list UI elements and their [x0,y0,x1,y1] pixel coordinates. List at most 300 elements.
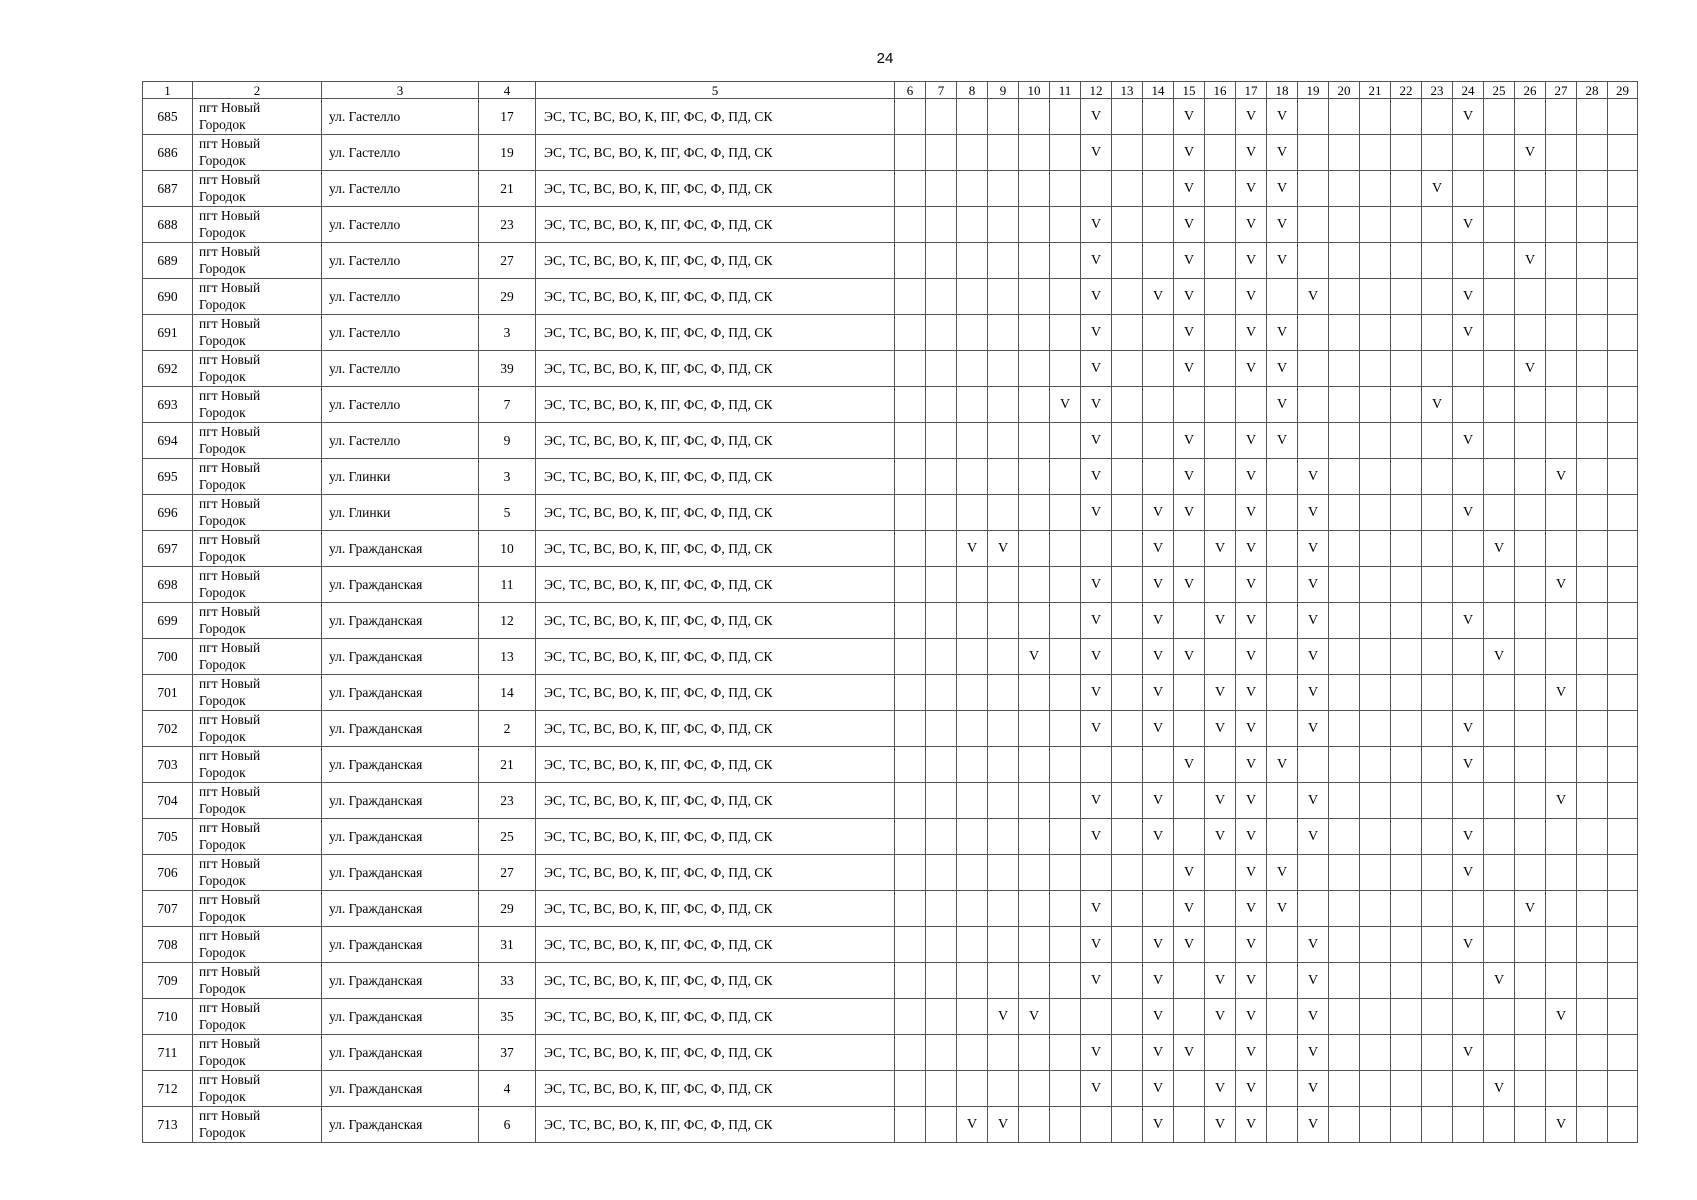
mark-cell-col-25 [1484,315,1515,351]
mark-cell-col-11 [1050,243,1081,279]
mark-cell-col-23 [1422,171,1453,207]
mark-cell-col-6 [895,1107,926,1143]
mark-cell-col-13 [1112,1071,1143,1107]
mark-cell-col-23 [1422,351,1453,387]
locality-line: пгт Новый [199,100,261,115]
locality-cell [193,927,322,963]
check-mark: V [1183,1045,1195,1060]
locality-cell [193,495,322,531]
mark-cell-col-21 [1360,171,1391,207]
check-mark: V [1245,757,1257,772]
utilities-cell: ЭС, ТС, ВС, ВО, К, ПГ, ФС, Ф, ПД, СК [536,567,895,603]
locality-cell [193,423,322,459]
mark-cell-col-22 [1391,279,1422,315]
check-mark: V [1555,577,1567,592]
mark-cell-col-25 [1484,1107,1515,1143]
mark-cell-col-22 [1391,783,1422,819]
mark-cell-col-16 [1205,135,1236,171]
mark-cell-col-16 [1205,531,1236,567]
check-mark: V [1245,1117,1257,1132]
mark-cell-col-13 [1112,963,1143,999]
mark-cell-col-17 [1236,495,1267,531]
locality-cell [193,855,322,891]
mark-cell-col-27 [1546,675,1577,711]
check-mark: V [1214,1117,1226,1132]
mark-cell-col-8 [957,387,988,423]
mark-cell-col-7 [926,531,957,567]
row-number: 688 [143,207,193,243]
mark-cell-col-19 [1298,387,1329,423]
mark-cell-col-8 [957,783,988,819]
mark-cell-col-7 [926,783,957,819]
mark-cell-col-21 [1360,855,1391,891]
mark-cell-col-28 [1577,567,1608,603]
mark-cell-col-14 [1143,459,1174,495]
street-cell: ул. Гражданская [322,1107,479,1143]
check-mark: V [1524,253,1536,268]
mark-cell-col-27 [1546,279,1577,315]
mark-cell-col-7 [926,603,957,639]
street-cell: ул. Гражданская [322,531,479,567]
mark-cell-col-28 [1577,459,1608,495]
mark-cell-col-11 [1050,603,1081,639]
check-mark: V [1090,937,1102,952]
row-number: 707 [143,891,193,927]
street-cell: ул. Гражданская [322,891,479,927]
mark-cell-col-25 [1484,1071,1515,1107]
utilities-cell: ЭС, ТС, ВС, ВО, К, ПГ, ФС, Ф, ПД, СК [536,1107,895,1143]
mark-cell-col-10 [1019,675,1050,711]
check-mark: V [1524,901,1536,916]
mark-cell-col-23 [1422,819,1453,855]
mark-cell-col-10 [1019,531,1050,567]
mark-cell-col-24 [1453,819,1484,855]
mark-cell-col-26 [1515,855,1546,891]
mark-cell-col-20 [1329,207,1360,243]
check-mark: V [1462,217,1474,232]
table-row [143,855,1638,891]
locality-line: пгт Новый [199,568,261,583]
mark-cell-col-13 [1112,459,1143,495]
house-number-cell: 21 [479,747,536,783]
house-number-cell: 12 [479,603,536,639]
mark-cell-col-18 [1267,135,1298,171]
check-mark: V [1090,649,1102,664]
row-number: 708 [143,927,193,963]
locality-cell [193,675,322,711]
mark-cell-col-6 [895,747,926,783]
mark-cell-col-21 [1360,387,1391,423]
mark-cell-col-22 [1391,315,1422,351]
mark-cell-col-16 [1205,495,1236,531]
mark-cell-col-27 [1546,171,1577,207]
check-mark: V [1152,1081,1164,1096]
utilities-cell: ЭС, ТС, ВС, ВО, К, ПГ, ФС, Ф, ПД, СК [536,747,895,783]
locality-line: пгт Новый [199,748,261,763]
mark-cell-col-21 [1360,747,1391,783]
mark-cell-col-19 [1298,963,1329,999]
mark-cell-col-13 [1112,747,1143,783]
mark-cell-col-14 [1143,603,1174,639]
mark-cell-col-21 [1360,963,1391,999]
mark-cell-col-15 [1174,1035,1205,1071]
mark-cell-col-27 [1546,423,1577,459]
mark-cell-col-11 [1050,1071,1081,1107]
locality-line: Городок [199,153,246,168]
mark-cell-col-18 [1267,315,1298,351]
mark-cell-col-19 [1298,603,1329,639]
mark-cell-col-10 [1019,207,1050,243]
house-number-cell: 9 [479,423,536,459]
mark-cell-col-19 [1298,927,1329,963]
mark-cell-col-13 [1112,855,1143,891]
mark-cell-col-20 [1329,1107,1360,1143]
mark-cell-col-25 [1484,927,1515,963]
mark-cell-col-25 [1484,207,1515,243]
mark-cell-col-6 [895,459,926,495]
table-row [143,135,1638,171]
check-mark: V [1152,505,1164,520]
mark-cell-col-23 [1422,891,1453,927]
column-header-10: 10 [1019,82,1050,99]
check-mark: V [1152,793,1164,808]
mark-cell-col-21 [1360,423,1391,459]
locality-cell [193,1071,322,1107]
check-mark: V [1183,217,1195,232]
table-row [143,279,1638,315]
check-mark: V [1090,1081,1102,1096]
row-number: 691 [143,315,193,351]
mark-cell-col-19 [1298,819,1329,855]
locality-cell [193,711,322,747]
locality-line: пгт Новый [199,532,261,547]
mark-cell-col-25 [1484,819,1515,855]
mark-cell-col-19 [1298,423,1329,459]
street-cell: ул. Гражданская [322,1035,479,1071]
table-row [143,639,1638,675]
column-header-18: 18 [1267,82,1298,99]
locality-line: пгт Новый [199,676,261,691]
mark-cell-col-25 [1484,243,1515,279]
mark-cell-col-6 [895,711,926,747]
mark-cell-col-9 [988,243,1019,279]
check-mark: V [1276,109,1288,124]
mark-cell-col-11 [1050,675,1081,711]
mark-cell-col-18 [1267,567,1298,603]
check-mark: V [1090,109,1102,124]
mark-cell-col-10 [1019,387,1050,423]
mark-cell-col-17 [1236,387,1267,423]
mark-cell-col-8 [957,135,988,171]
mark-cell-col-29 [1608,243,1638,279]
mark-cell-col-18 [1267,423,1298,459]
mark-cell-col-12 [1081,675,1112,711]
house-number-cell: 3 [479,315,536,351]
mark-cell-col-17 [1236,675,1267,711]
mark-cell-col-11 [1050,1107,1081,1143]
mark-cell-col-29 [1608,711,1638,747]
check-mark: V [1090,505,1102,520]
mark-cell-col-26 [1515,711,1546,747]
mark-cell-col-22 [1391,99,1422,135]
mark-cell-col-10 [1019,603,1050,639]
mark-cell-col-20 [1329,531,1360,567]
mark-cell-col-9 [988,855,1019,891]
mark-cell-col-28 [1577,171,1608,207]
mark-cell-col-20 [1329,999,1360,1035]
mark-cell-col-27 [1546,531,1577,567]
mark-cell-col-10 [1019,135,1050,171]
check-mark: V [1307,1117,1319,1132]
mark-cell-col-14 [1143,711,1174,747]
mark-cell-col-17 [1236,927,1267,963]
mark-cell-col-27 [1546,135,1577,171]
mark-cell-col-27 [1546,459,1577,495]
street-cell: ул. Гастелло [322,279,479,315]
check-mark: V [1555,1009,1567,1024]
mark-cell-col-28 [1577,531,1608,567]
mark-cell-col-14 [1143,1071,1174,1107]
mark-cell-col-27 [1546,99,1577,135]
mark-cell-col-23 [1422,567,1453,603]
locality-line: Городок [199,657,246,672]
check-mark: V [1245,1081,1257,1096]
locality-line: пгт Новый [199,1108,261,1123]
column-header-2: 2 [193,82,322,99]
mark-cell-col-11 [1050,423,1081,459]
row-number: 686 [143,135,193,171]
mark-cell-col-21 [1360,1035,1391,1071]
mark-cell-col-22 [1391,459,1422,495]
mark-cell-col-18 [1267,747,1298,783]
mark-cell-col-9 [988,387,1019,423]
check-mark: V [1462,433,1474,448]
mark-cell-col-20 [1329,675,1360,711]
house-number-cell: 13 [479,639,536,675]
house-number-cell: 27 [479,243,536,279]
locality-line: пгт Новый [199,784,261,799]
mark-cell-col-8 [957,855,988,891]
mark-cell-col-26 [1515,207,1546,243]
mark-cell-col-28 [1577,423,1608,459]
locality-line: пгт Новый [199,460,261,475]
mark-cell-col-24 [1453,999,1484,1035]
check-mark: V [966,1117,978,1132]
mark-cell-col-8 [957,99,988,135]
mark-cell-col-8 [957,207,988,243]
mark-cell-col-9 [988,135,1019,171]
mark-cell-col-6 [895,891,926,927]
mark-cell-col-27 [1546,567,1577,603]
mark-cell-col-24 [1453,207,1484,243]
check-mark: V [1090,217,1102,232]
mark-cell-col-10 [1019,171,1050,207]
mark-cell-col-20 [1329,243,1360,279]
mark-cell-col-17 [1236,207,1267,243]
mark-cell-col-29 [1608,675,1638,711]
mark-cell-col-12 [1081,1035,1112,1071]
mark-cell-col-13 [1112,567,1143,603]
locality-line: Городок [199,261,246,276]
mark-cell-col-9 [988,639,1019,675]
locality-line: пгт Новый [199,496,261,511]
mark-cell-col-12 [1081,279,1112,315]
check-mark: V [1307,1009,1319,1024]
mark-cell-col-16 [1205,171,1236,207]
mark-cell-col-22 [1391,711,1422,747]
mark-cell-col-13 [1112,711,1143,747]
mark-cell-col-21 [1360,459,1391,495]
check-mark: V [1245,721,1257,736]
mark-cell-col-23 [1422,387,1453,423]
mark-cell-col-8 [957,351,988,387]
locality-line: Городок [199,1053,246,1068]
column-header-1: 1 [143,82,193,99]
house-number-cell: 4 [479,1071,536,1107]
mark-cell-col-29 [1608,99,1638,135]
mark-cell-col-14 [1143,963,1174,999]
mark-cell-col-8 [957,747,988,783]
mark-cell-col-11 [1050,927,1081,963]
mark-cell-col-11 [1050,99,1081,135]
mark-cell-col-10 [1019,855,1050,891]
mark-cell-col-27 [1546,207,1577,243]
mark-cell-col-20 [1329,783,1360,819]
check-mark: V [1276,865,1288,880]
utilities-cell: ЭС, ТС, ВС, ВО, К, ПГ, ФС, Ф, ПД, СК [536,135,895,171]
locality-line: Городок [199,225,246,240]
mark-cell-col-22 [1391,135,1422,171]
mark-cell-col-12 [1081,315,1112,351]
check-mark: V [1462,505,1474,520]
mark-cell-col-16 [1205,675,1236,711]
utilities-cell: ЭС, ТС, ВС, ВО, К, ПГ, ФС, Ф, ПД, СК [536,675,895,711]
mark-cell-col-27 [1546,783,1577,819]
mark-cell-col-12 [1081,927,1112,963]
street-cell: ул. Гастелло [322,171,479,207]
mark-cell-col-7 [926,1071,957,1107]
check-mark: V [1152,541,1164,556]
table-row [143,495,1638,531]
mark-cell-col-16 [1205,351,1236,387]
locality-cell [193,603,322,639]
mark-cell-col-9 [988,1107,1019,1143]
mark-cell-col-28 [1577,207,1608,243]
check-mark: V [1245,937,1257,952]
mark-cell-col-10 [1019,999,1050,1035]
mark-cell-col-18 [1267,243,1298,279]
table-row [143,387,1638,423]
check-mark: V [1245,541,1257,556]
check-mark: V [1152,685,1164,700]
locality-line: пгт Новый [199,712,261,727]
mark-cell-col-10 [1019,459,1050,495]
mark-cell-col-11 [1050,855,1081,891]
mark-cell-col-28 [1577,891,1608,927]
locality-line: пгт Новый [199,1000,261,1015]
table-row [143,711,1638,747]
mark-cell-col-16 [1205,855,1236,891]
check-mark: V [1307,505,1319,520]
check-mark: V [1245,109,1257,124]
mark-cell-col-11 [1050,495,1081,531]
locality-cell [193,639,322,675]
mark-cell-col-11 [1050,459,1081,495]
mark-cell-col-22 [1391,963,1422,999]
mark-cell-col-24 [1453,171,1484,207]
mark-cell-col-12 [1081,99,1112,135]
mark-cell-col-22 [1391,927,1422,963]
mark-cell-col-12 [1081,1071,1112,1107]
locality-line: Городок [199,513,246,528]
mark-cell-col-13 [1112,171,1143,207]
mark-cell-col-7 [926,567,957,603]
mark-cell-col-7 [926,891,957,927]
row-number: 698 [143,567,193,603]
row-number: 695 [143,459,193,495]
mark-cell-col-7 [926,351,957,387]
mark-cell-col-19 [1298,567,1329,603]
mark-cell-col-20 [1329,279,1360,315]
check-mark: V [1245,793,1257,808]
mark-cell-col-28 [1577,999,1608,1035]
table-row [143,603,1638,639]
check-mark: V [1307,973,1319,988]
mark-cell-col-16 [1205,963,1236,999]
locality-cell [193,1107,322,1143]
check-mark: V [1245,505,1257,520]
street-cell: ул. Гражданская [322,639,479,675]
utilities-cell: ЭС, ТС, ВС, ВО, К, ПГ, ФС, Ф, ПД, СК [536,1035,895,1071]
mark-cell-col-21 [1360,279,1391,315]
mark-cell-col-15 [1174,567,1205,603]
row-number: 710 [143,999,193,1035]
mark-cell-col-9 [988,747,1019,783]
check-mark: V [1152,649,1164,664]
mark-cell-col-16 [1205,567,1236,603]
mark-cell-col-21 [1360,1107,1391,1143]
mark-cell-col-27 [1546,315,1577,351]
mark-cell-col-27 [1546,999,1577,1035]
mark-cell-col-24 [1453,423,1484,459]
mark-cell-col-24 [1453,783,1484,819]
mark-cell-col-17 [1236,963,1267,999]
check-mark: V [1462,325,1474,340]
column-header-4: 4 [479,82,536,99]
mark-cell-col-14 [1143,135,1174,171]
mark-cell-col-7 [926,99,957,135]
mark-cell-col-11 [1050,351,1081,387]
mark-cell-col-12 [1081,567,1112,603]
mark-cell-col-25 [1484,855,1515,891]
mark-cell-col-29 [1608,315,1638,351]
street-cell: ул. Гастелло [322,207,479,243]
mark-cell-col-18 [1267,1071,1298,1107]
mark-cell-col-7 [926,819,957,855]
utilities-cell: ЭС, ТС, ВС, ВО, К, ПГ, ФС, Ф, ПД, СК [536,1071,895,1107]
mark-cell-col-14 [1143,243,1174,279]
mark-cell-col-29 [1608,459,1638,495]
mark-cell-col-12 [1081,999,1112,1035]
locality-cell [193,351,322,387]
locality-line: пгт Новый [199,640,261,655]
table-row [143,747,1638,783]
table-row [143,1035,1638,1071]
row-number: 704 [143,783,193,819]
mark-cell-col-15 [1174,171,1205,207]
mark-cell-col-14 [1143,855,1174,891]
mark-cell-col-15 [1174,963,1205,999]
